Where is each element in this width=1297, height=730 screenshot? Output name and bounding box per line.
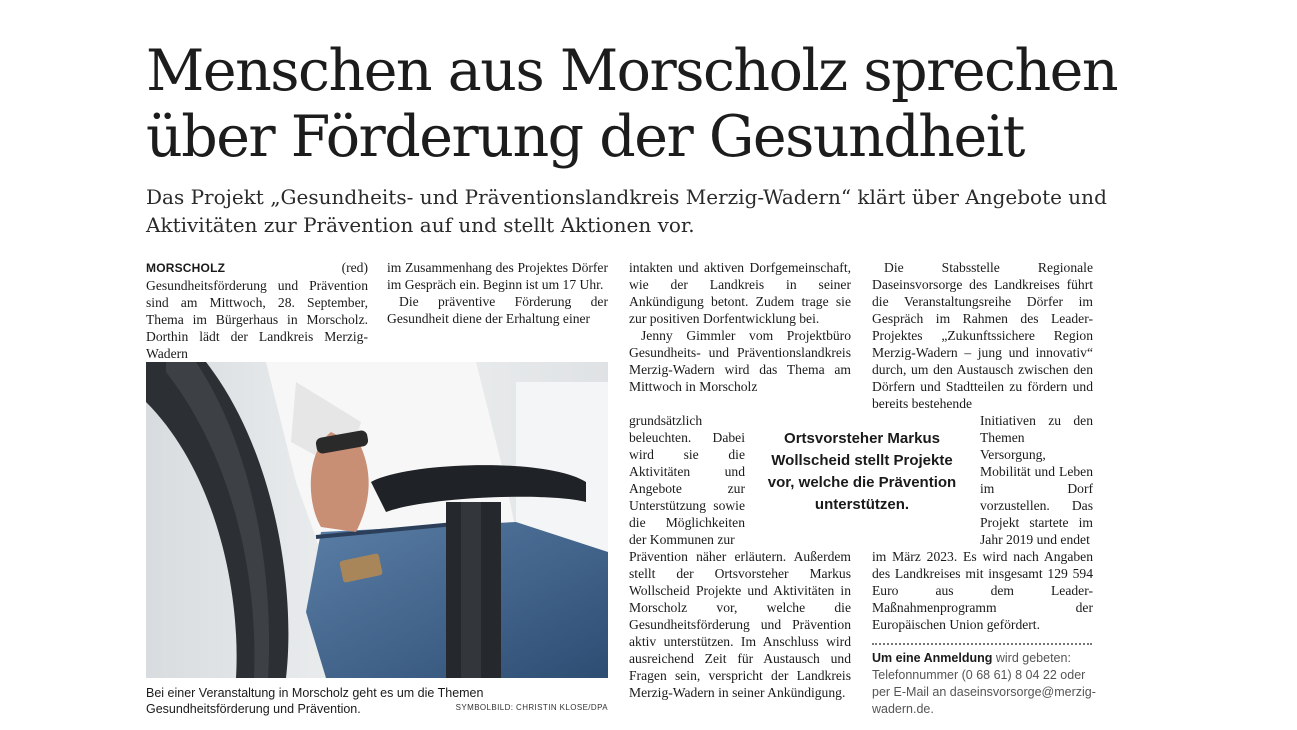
article-column-4-bottom bbox=[872, 548, 1093, 633]
column-4-paragraph-narrow: Initiativen zu den Themen Versorgung, Mobilität und Leben im Dorf vorzustellen. Das Projekt startete im Jahr 2019 und endet bbox=[980, 413, 1093, 547]
column-3-paragraph-1: intakten und aktiven Dorfgemeinschaft, wie der Landkreis in seiner Ankündigung betont. Zudem trage sie zur positiven Dorfentwicklung bei. bbox=[629, 260, 851, 326]
article-column-4-narrow bbox=[980, 412, 1093, 548]
dateline: MORSCHOLZ bbox=[146, 261, 226, 275]
photo-credit: SYMBOLBILD: CHRISTIN KLOSE/DPA bbox=[455, 703, 608, 712]
article-column-3-bottom bbox=[629, 548, 851, 701]
column-1-text: (red) Gesundheitsförderung und Prävention sind am Mittwoch, 28. September, Thema im Bürgerhaus in Morscholz. Dorthin lädt der Landkreis Merzig-Wadern bbox=[146, 260, 368, 361]
column-4-paragraph-top: Die Stabsstelle Regionale Daseinsvorsorge des Landkreises führt die Veranstaltungsreihe Dörfer im Gespräch im Rahmen des Leader-Projektes „Zukunftssichere Region Merzig-Wadern – jung und innovativ“ durch, um den Austausch zwischen den Dörfern und Stadtteilen zu fördern und bereits bestehende bbox=[872, 260, 1093, 411]
column-3-paragraph-2-bottom: Prävention näher erläutern. Außerdem stellt der Ortsvorsteher Markus Wollscheid Projekte und Aktivitäten in Morscholz vor, welche die Gesundheitsförderung und Prävention aktiv unterstützen. Im Anschluss wird ausreichend Zeit für Austausch und Fragen sein, verspricht der Landkreis Merzig-Wadern in seiner Ankündigung. bbox=[629, 549, 851, 700]
column-2-paragraph-2: Die präventive Förderung der Gesundheit diene der Erhaltung einer bbox=[387, 294, 608, 326]
article-column-1 bbox=[146, 259, 368, 362]
column-3-paragraph-2-narrow: grundsätzlich beleuchten. Dabei wird sie die Aktivitäten und Angebote zur Unterstützung sowie die Möglichkeiten der Kommunen zur bbox=[629, 413, 745, 547]
column-4-paragraph-bottom: im März 2023. Es wird nach Angaben des Landkreises mit insgesamt 129 594 Euro aus dem Leader-Maßnahmenprogramm der Europäischen Union gefördert. bbox=[872, 549, 1093, 632]
article-column-2 bbox=[387, 259, 608, 327]
article-photo bbox=[146, 362, 608, 678]
pull-quote: Ortsvorsteher Markus Wollscheid stellt Projekte vor, welche die Prävention unterstützen. bbox=[767, 430, 957, 513]
photo-caption: Bei einer Veranstaltung in Morscholz geht es um die Themen Gesundheitsförderung und Prävention. bbox=[146, 686, 484, 716]
headline-line-1: Menschen aus Morscholz sprechen bbox=[146, 38, 1118, 104]
headline-line-2: über Förderung der Gesundheit bbox=[146, 104, 1024, 170]
article-column-3 bbox=[629, 259, 851, 395]
column-2-paragraph-1: im Zusammenhang des Projektes Dörfer im Gespräch ein. Beginn ist um 17 Uhr. bbox=[387, 260, 608, 292]
info-box-text: wird gebeten: Telefonnummer (0 68 61) 8 04 22 oder per E-Mail an daseinsvorsorge@merzig-wadern.de. bbox=[872, 651, 1096, 716]
info-divider bbox=[872, 643, 1092, 645]
article-column-4 bbox=[872, 259, 1093, 412]
headline bbox=[146, 38, 1146, 170]
column-3-paragraph-2-top: Jenny Gimmler vom Projektbüro Gesundheits- und Präventionslandkreis Merzig-Wadern wird das Thema am Mittwoch in Morscholz bbox=[629, 328, 851, 394]
article-column-3-narrow bbox=[629, 412, 745, 548]
info-box bbox=[872, 650, 1097, 718]
subheadline: Das Projekt „Gesundheits- und Präventionslandkreis Merzig-Wadern“ klärt über Angebote und Aktivitäten zur Prävention auf und stellt Aktionen vor. bbox=[146, 185, 1107, 237]
info-box-bold: Um eine Anmeldung bbox=[872, 651, 993, 665]
